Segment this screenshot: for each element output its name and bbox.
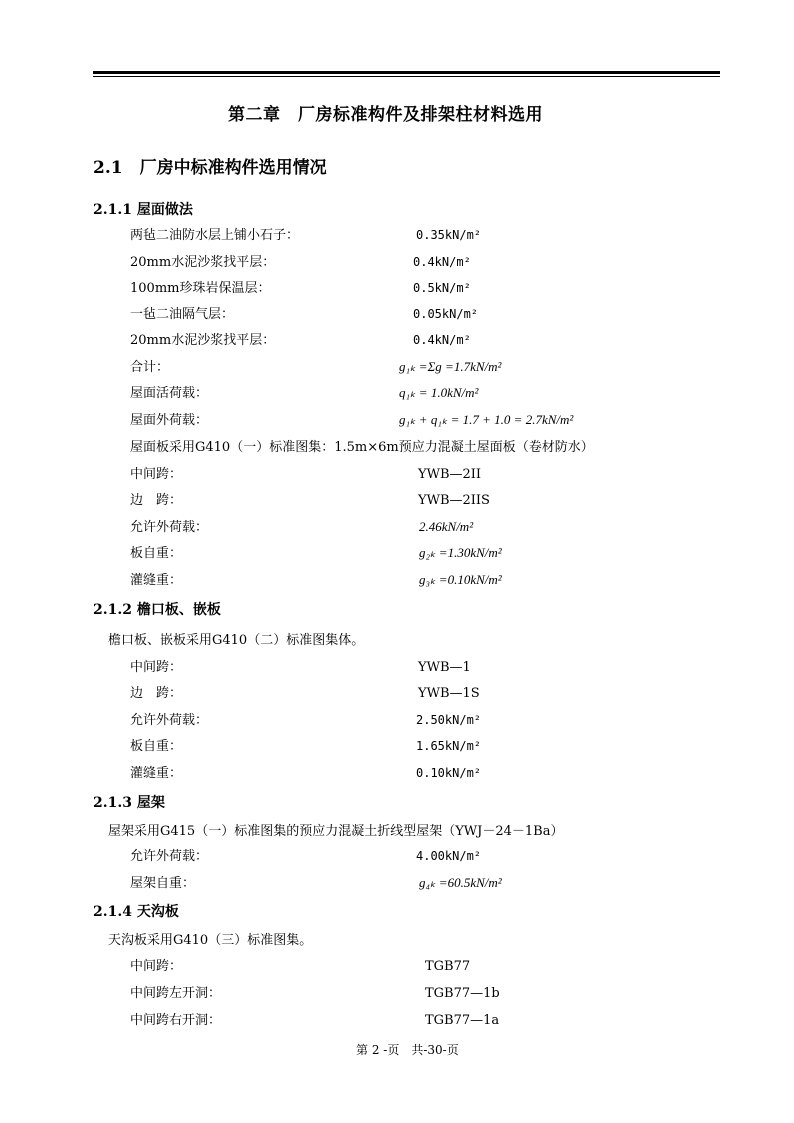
- row-label: 中间跨：: [130, 959, 183, 974]
- row-label: 边 跨：: [130, 493, 183, 508]
- row-value: 0.4kN/m²: [413, 255, 471, 269]
- row-label: 板自重：: [130, 739, 183, 754]
- section-2-1-1-title: 2.1.1 屋面做法: [93, 202, 193, 218]
- row-value: YWB—1: [418, 660, 471, 675]
- row-value: 4.00kN/m²: [416, 849, 482, 863]
- row-value: TGB77: [425, 959, 471, 974]
- row-label: 板自重：: [130, 546, 183, 561]
- row-value: 0.10kN/m²: [416, 766, 482, 780]
- row-value: 2.50kN/m²: [416, 713, 482, 727]
- row-label: 灌缝重：: [130, 766, 183, 781]
- row-label: 20mm水泥沙浆找平层：: [130, 333, 276, 348]
- row-label: 20mm水泥沙浆找平层：: [130, 255, 276, 270]
- row-label: 屋面活荷载：: [130, 386, 209, 401]
- page-footer: 第 2 -页 共-30-页: [356, 1043, 459, 1057]
- row-value-formula: q₁ₖ = 1.0kN/m²: [399, 385, 479, 400]
- note-text: 屋架采用G415（一）标准图集的预应力混凝土折线型屋架（YWJ－24－1Ba）: [108, 824, 564, 839]
- section-2-1-2-title: 2.1.2 檐口板、嵌板: [93, 602, 221, 618]
- section-2-1-3-title: 2.1.3 屋架: [93, 795, 165, 811]
- note-text: 天沟板采用G410（三）标准图集。: [108, 933, 313, 948]
- row-value-formula: 2.46kN/m²: [419, 519, 474, 534]
- row-label: 两毡二油防水层上铺小石子：: [130, 228, 300, 243]
- row-value-formula: g₁ₖ + q₁ₖ = 1.7 + 1.0 = 2.7kN/m²: [399, 412, 574, 427]
- header-rule-thick: [93, 71, 720, 74]
- row-label: 中间跨左开洞：: [130, 986, 222, 1001]
- row-value: YWB—1S: [418, 686, 480, 701]
- row-value: TGB77—1a: [425, 1013, 500, 1028]
- row-value: YWB—2II: [418, 467, 482, 482]
- row-value-formula: g₁ₖ =Σg =1.7kN/m²: [399, 359, 502, 374]
- row-label: 允许外荷载：: [130, 713, 209, 728]
- row-label: 中间跨右开洞：: [130, 1013, 222, 1028]
- row-label: 合计：: [130, 360, 170, 375]
- row-label: 中间跨：: [130, 467, 183, 482]
- row-label: 100mm珍珠岩保温层：: [130, 281, 271, 296]
- chapter-title: 第二章 厂房标准构件及排架柱材料选用: [228, 105, 543, 125]
- row-value: TGB77—1b: [425, 986, 500, 1001]
- row-label: 灌缝重：: [130, 573, 183, 588]
- row-value: 0.5kN/m²: [413, 281, 471, 295]
- row-value: 0.05kN/m²: [413, 307, 479, 321]
- section-2-1-title: 2.1 厂房中标准构件选用情况: [93, 158, 327, 178]
- row-value-formula: g₄ₖ =60.5kN/m²: [419, 875, 502, 890]
- row-value: 0.4kN/m²: [413, 333, 471, 347]
- row-label: 中间跨：: [130, 660, 183, 675]
- header-rule-thin: [93, 76, 720, 77]
- row-value-formula: g₂ₖ =1.30kN/m²: [419, 545, 502, 560]
- row-value-formula: g₃ₖ =0.10kN/m²: [419, 572, 502, 587]
- row-label: 屋面外荷载：: [130, 413, 209, 428]
- note-text: 檐口板、嵌板采用G410（二）标准图集体。: [108, 633, 365, 648]
- row-value: YWB—2IIS: [418, 493, 490, 508]
- row-label: 屋架自重：: [130, 876, 196, 891]
- row-value: 0.35kN/m²: [416, 228, 482, 242]
- row-label: 一毡二油隔气层：: [130, 307, 235, 322]
- row-value: 1.65kN/m²: [416, 739, 482, 753]
- row-label: 边 跨：: [130, 686, 183, 701]
- row-label: 允许外荷载：: [130, 520, 209, 535]
- section-2-1-4-title: 2.1.4 天沟板: [93, 904, 179, 920]
- note-text: 屋面板采用G410（一）标准图集：1.5m×6m预应力混凝土屋面板（卷材防水）: [130, 440, 594, 455]
- row-label: 允许外荷载：: [130, 849, 209, 864]
